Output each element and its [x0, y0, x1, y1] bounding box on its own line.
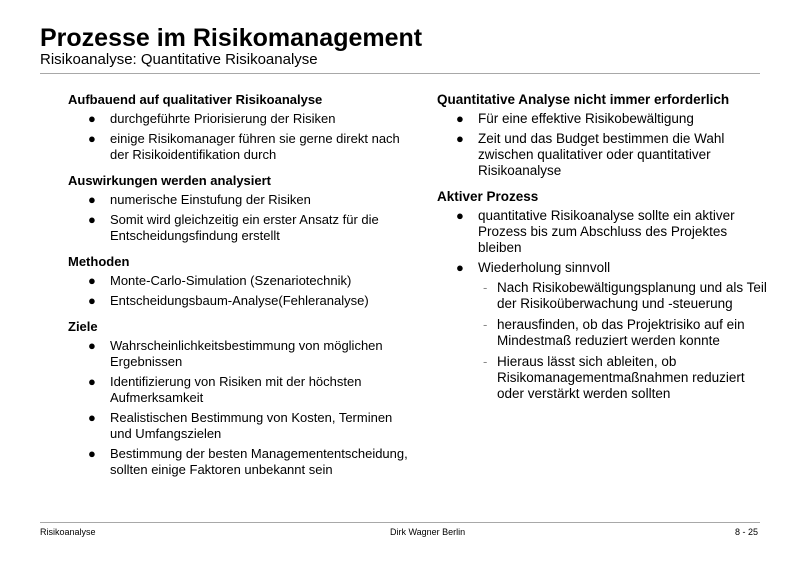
- list-item: ● Entscheidungsbaum-Analyse(Fehleranalyse): [88, 293, 369, 308]
- page-subtitle: Risikoanalyse: Quantitative Risikoanalyse: [40, 51, 318, 68]
- right-column: [437, 92, 767, 412]
- bullet-icon: ●: [88, 338, 96, 353]
- dash-icon: -: [483, 317, 488, 332]
- sub-list-item: - Nach Risikobewältigungsplanung und als Teil der Risikoüberwachung und -steuerung: [483, 280, 767, 311]
- bullet-icon: ●: [88, 111, 96, 126]
- section-qualitative-basis: [68, 92, 408, 163]
- list-item: ● Realistischen Bestimmung von Kosten, Terminen und Umfangszielen: [88, 410, 393, 441]
- list-item: ● Wiederholung sinnvoll: [456, 260, 611, 275]
- bullet-icon: ●: [88, 273, 96, 288]
- list-item: ● Für eine effektive Risikobewältigung: [456, 111, 694, 126]
- bullet-icon: ●: [456, 260, 464, 275]
- section-heading: Aktiver Prozess: [437, 189, 539, 204]
- footer-divider: [40, 522, 760, 523]
- section-heading: Auswirkungen werden analysiert: [68, 173, 272, 188]
- section-goals: [68, 319, 408, 478]
- bullet-icon: ●: [88, 131, 96, 146]
- section-heading: Methoden: [68, 254, 130, 269]
- section-effects: [68, 173, 408, 244]
- list-item: ● numerische Einstufung der Risiken: [88, 192, 311, 207]
- footer-topic: Risikoanalyse: [40, 527, 96, 537]
- bullet-icon: ●: [88, 446, 96, 461]
- dash-icon: -: [483, 280, 488, 295]
- footer-author: Dirk Wagner Berlin: [390, 527, 466, 537]
- section-heading: Aufbauend auf qualitativer Risikoanalyse: [68, 92, 323, 107]
- bullet-icon: ●: [456, 131, 464, 146]
- header-divider: [40, 73, 760, 74]
- left-column: [68, 92, 408, 488]
- dash-icon: -: [483, 354, 488, 369]
- bullet-icon: ●: [88, 410, 96, 425]
- sub-list-item: - Hieraus lässt sich ableiten, ob Risikomanagementmaßnahmen reduziert oder verstärkt werden sollten: [483, 354, 745, 401]
- bullet-icon: ●: [456, 111, 464, 126]
- list-item: ● einige Risikomanager führen sie gerne direkt nach der Risikoidentifikation durch: [88, 131, 400, 162]
- section-heading: Ziele: [68, 319, 98, 334]
- list-item: ● quantitative Risikoanalyse sollte ein aktiver Prozess bis zum Abschluss des Projektes bleiben: [456, 208, 735, 255]
- sub-list-item: - herausfinden, ob das Projektrisiko auf ein Mindestmaß reduziert werden konnte: [483, 317, 745, 348]
- section-methods: [68, 254, 408, 309]
- section-heading: Quantitative Analyse nicht immer erforderlich: [437, 92, 730, 107]
- list-item: ● Zeit und das Budget bestimmen die Wahl zwischen qualitativer oder quantitativer Risikoanalyse: [456, 131, 725, 178]
- page-title: Prozesse im Risikomanagement: [40, 24, 423, 52]
- list-item: ● Somit wird gleichzeitig ein erster Ansatz für die Entscheidungsfindung erstellt: [88, 212, 379, 243]
- list-item: ● Identifizierung von Risiken mit der höchsten Aufmerksamkeit: [88, 374, 362, 405]
- bullet-icon: ●: [88, 212, 96, 227]
- bullet-icon: ●: [456, 208, 464, 223]
- list-item: ● durchgeführte Priorisierung der Risiken: [88, 111, 336, 126]
- list-item: ● Monte-Carlo-Simulation (Szenariotechnik): [88, 273, 352, 288]
- bullet-icon: ●: [88, 293, 96, 308]
- list-item: ● Bestimmung der besten Managemententscheidung, sollten einige Faktoren unbekannt sein: [88, 446, 408, 477]
- page-number: 8 - 25: [734, 527, 758, 537]
- bullet-icon: ●: [88, 374, 96, 389]
- section-active-process: [437, 189, 767, 402]
- list-item: ● Wahrscheinlichkeitsbestimmung von möglichen Ergebnissen: [88, 338, 383, 369]
- bullet-icon: ●: [88, 192, 96, 207]
- section-not-always-required: [437, 92, 767, 179]
